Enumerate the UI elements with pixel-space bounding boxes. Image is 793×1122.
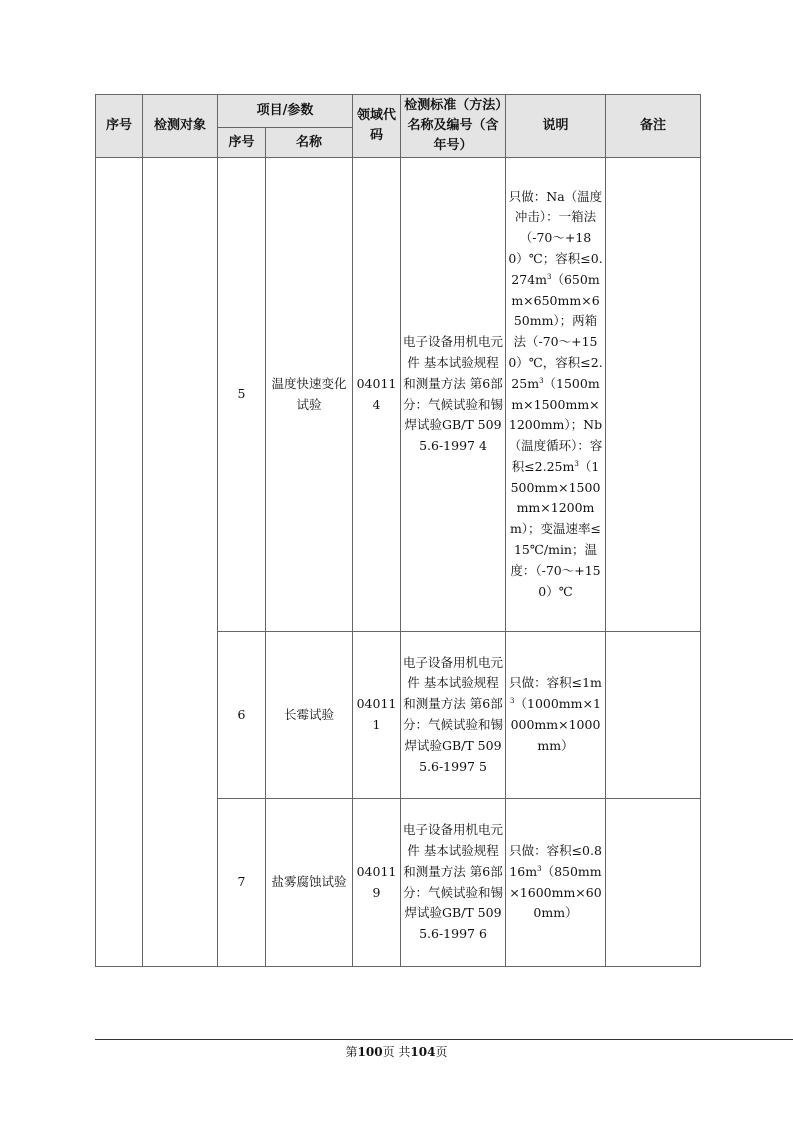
cell-item-name: 盐雾腐蚀试验: [266, 799, 353, 967]
cell-standard: 电子设备用机电元件 基本试验规程和测量方法 第6部分：气候试验和锡焊试验GB/T 5095.6-1997 4: [401, 158, 506, 632]
footer-rule: [95, 1039, 793, 1040]
inspection-scope-table: [95, 94, 701, 967]
cell-note: 只做：容积$\le 0.816m^3(850mm\times 1600mm\times 600mm)$: [506, 799, 606, 967]
cell-item-name: 温度快速变化试验: [266, 158, 353, 632]
cell-note: 只做：Na（温度冲击）：一箱法（-70～+180）℃；容积$\le 0.274m^3(650mm\times 650mm\times 650mm)$；两箱法（-70～+150）℃，容积$\le 2.25m^3(1500mm\times 1500mm\times 1200mm)$；Nb（温度循环）：容积$\le 2.25m^3(1500mm\times 1500mm\times 1200mm)$；变温速率≤15℃/min；温度：（-70～+150）℃: [506, 158, 606, 632]
cell-remark: [606, 799, 701, 967]
table-row: [96, 158, 701, 632]
header-note: 说明: [506, 95, 606, 158]
cell-item-seq: 6: [218, 632, 266, 799]
header-item-name: 名称: [266, 128, 353, 158]
page-footer: 第100页 共104页: [345, 1045, 448, 1059]
cell-item-seq: 5: [218, 158, 266, 632]
cell-domain-code: 040119: [353, 799, 401, 967]
cell-item-name: 长霉试验: [266, 632, 353, 799]
cell-standard: 电子设备用机电元件 基本试验规程和测量方法 第6部分：气候试验和锡焊试验GB/T 5095.6-1997 5: [401, 632, 506, 799]
cell-domain-code: 040114: [353, 158, 401, 632]
cell-object-merged: [143, 158, 218, 967]
header-object: 检测对象: [143, 95, 218, 158]
cell-note: 只做：容积$\le 1m^3(1000mm\times 1000mm\times 1000mm)$: [506, 632, 606, 799]
header-seq: 序号: [96, 95, 143, 158]
cell-remark: [606, 158, 701, 632]
current-page-number: 100: [357, 1045, 383, 1059]
header-item-param: 项目/参数: [218, 95, 353, 128]
header-remark: 备注: [606, 95, 701, 158]
cell-seq-merged: [96, 158, 143, 967]
header-standard: 检测标准（方法）名称及编号（含年号）: [401, 95, 506, 158]
header-domain-code: 领域代码: [353, 95, 401, 158]
cell-standard: 电子设备用机电元件 基本试验规程和测量方法 第6部分：气候试验和锡焊试验GB/T 5095.6-1997 6: [401, 799, 506, 967]
cell-remark: [606, 632, 701, 799]
cell-item-seq: 7: [218, 799, 266, 967]
header-item-seq: 序号: [218, 128, 266, 158]
cell-domain-code: 040111: [353, 632, 401, 799]
total-page-number: 104: [410, 1045, 436, 1059]
